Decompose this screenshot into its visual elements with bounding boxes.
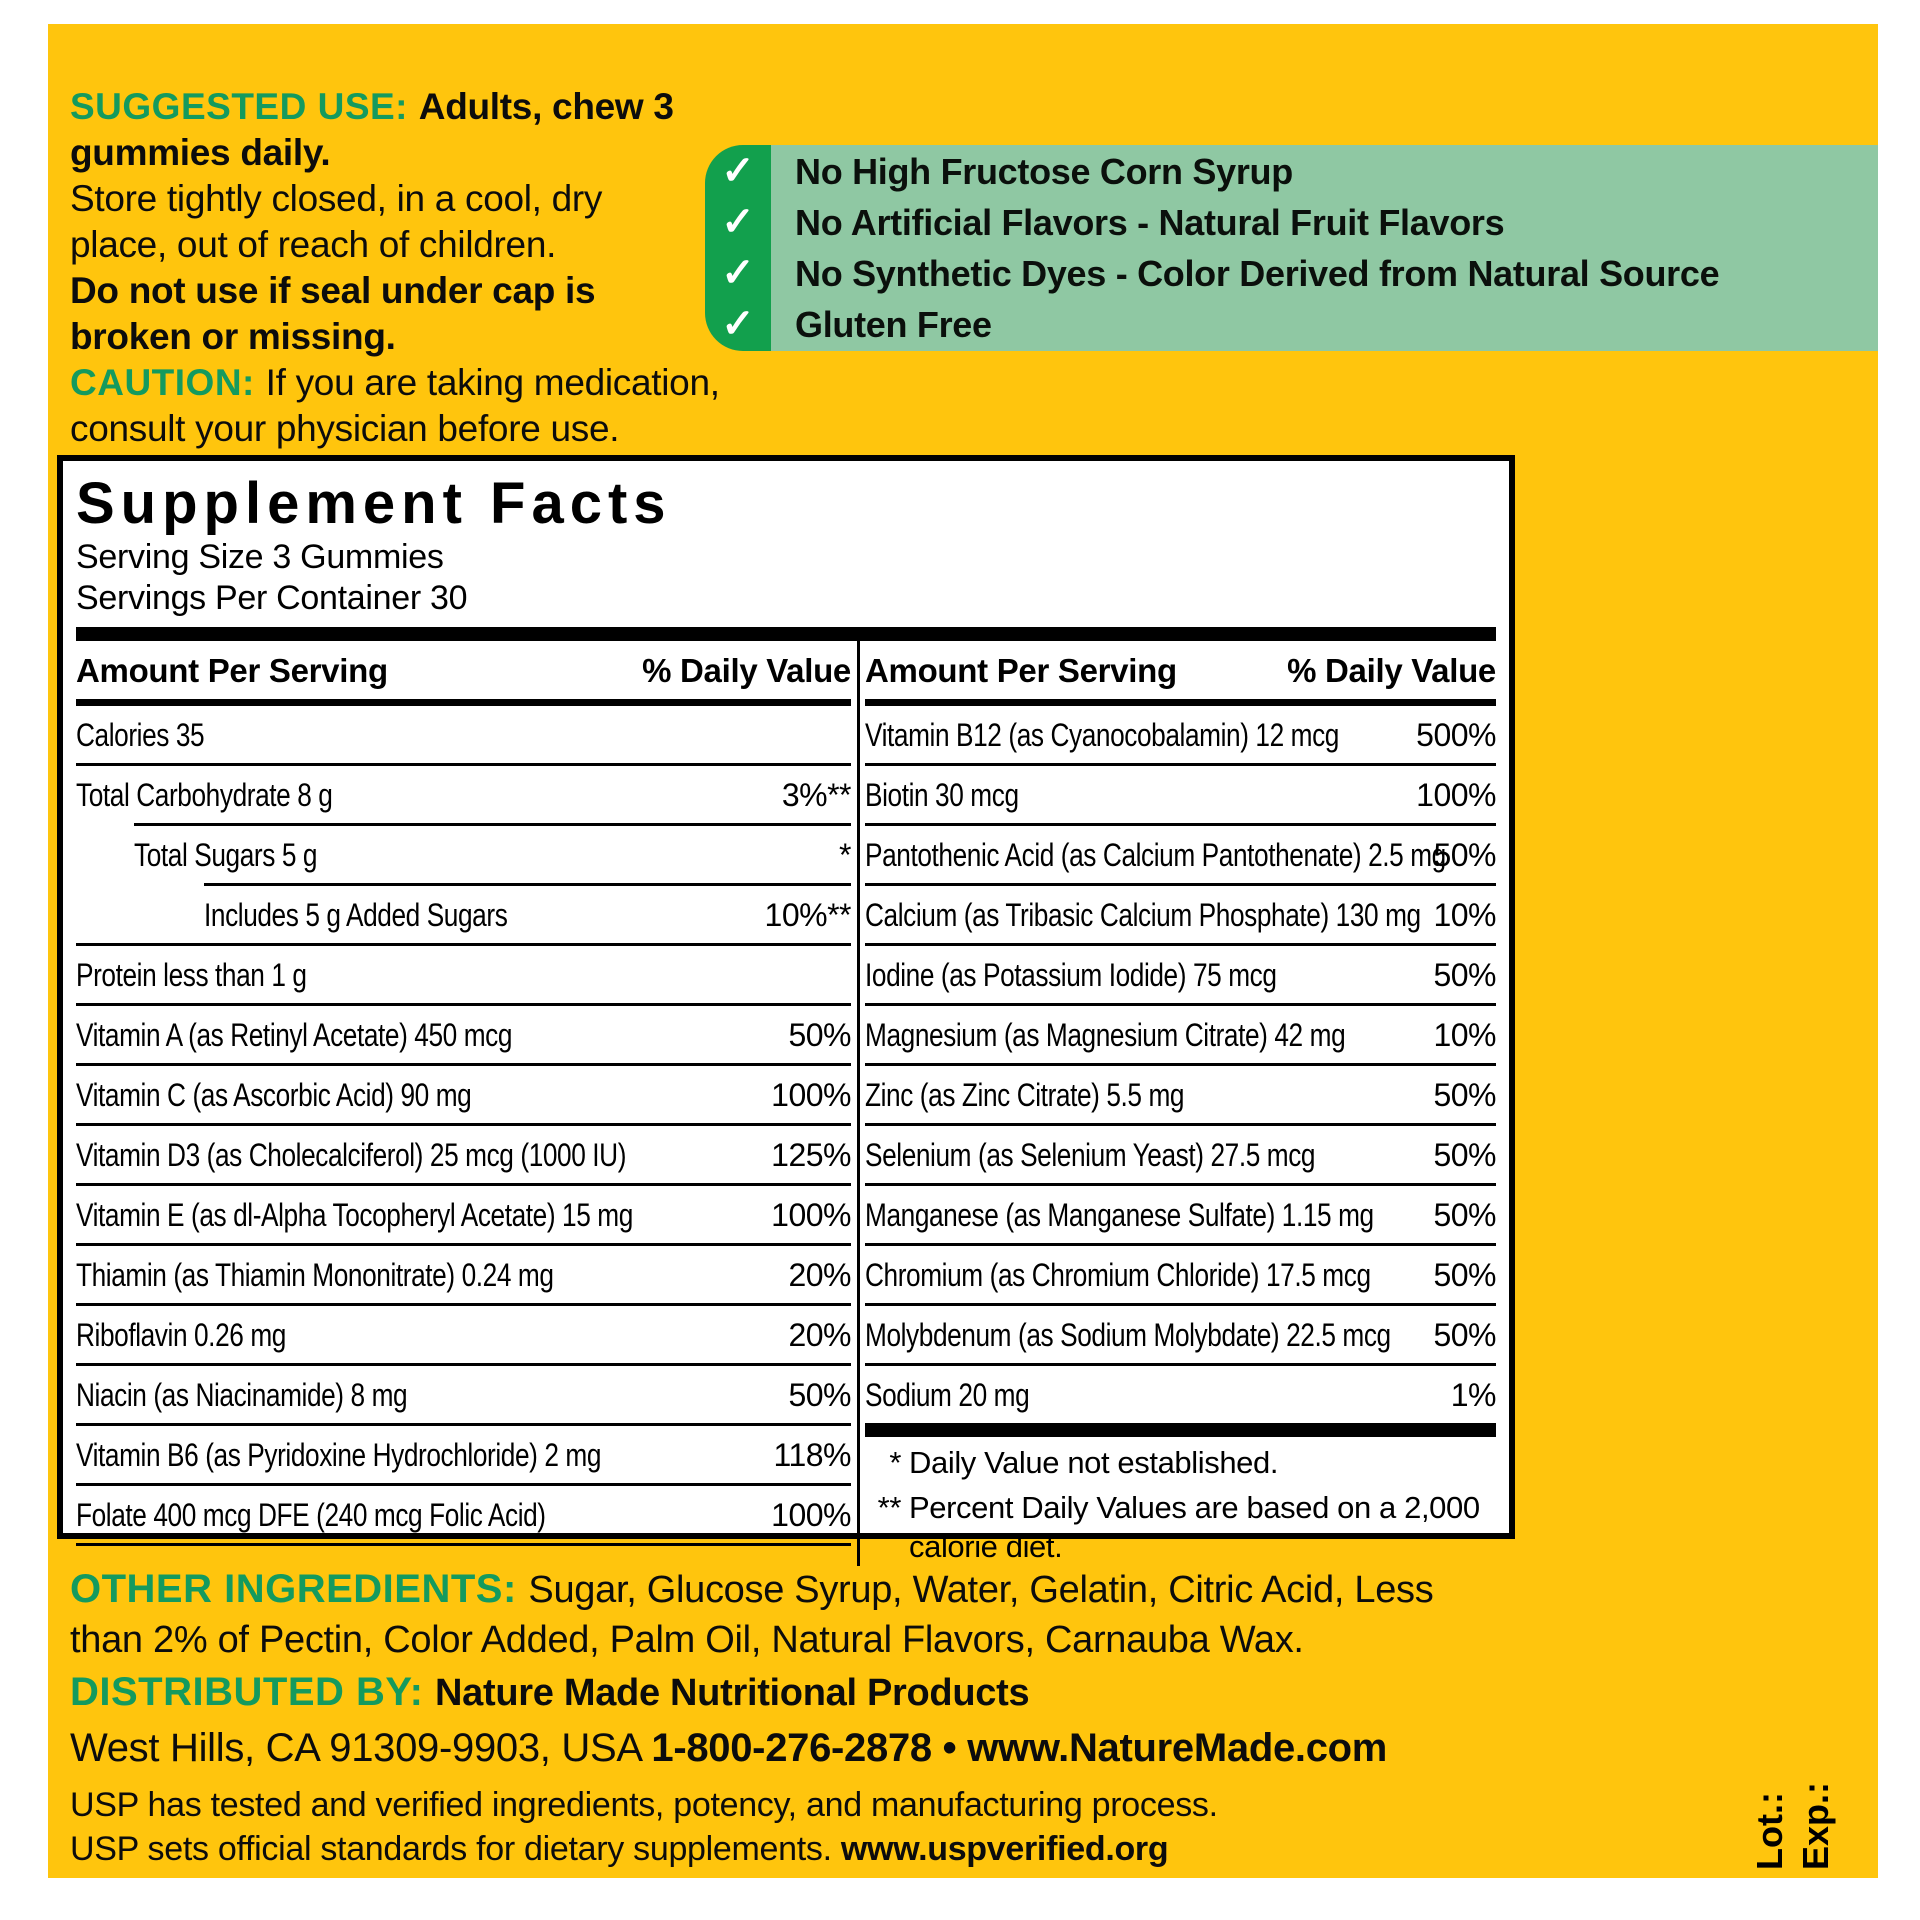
daily-value: 100% xyxy=(771,1077,851,1113)
suggested-use-intro: Adults, chew 3 gummies daily. xyxy=(70,86,674,173)
column-header xyxy=(865,641,1496,699)
daily-value: 50% xyxy=(1433,1077,1496,1113)
caution-text-1: If you are taking medication, xyxy=(265,362,720,403)
daily-value: 20% xyxy=(788,1257,851,1293)
table-row xyxy=(865,1123,1496,1183)
nutrient-label: Iodine (as Potassium Iodide) 75 mcg xyxy=(865,957,1277,993)
table-row xyxy=(865,943,1496,1003)
nutrient-label: Vitamin B12 (as Cyanocobalamin) 12 mcg xyxy=(865,717,1339,753)
other-ingredients-label: OTHER INGREDIENTS: xyxy=(70,1567,529,1611)
table-row xyxy=(76,1123,851,1183)
claim-item: No Artificial Flavors - Natural Fruit Flavors xyxy=(795,202,1505,243)
nutrient-label: Magnesium (as Magnesium Citrate) 42 mg xyxy=(865,1017,1346,1053)
nutrient-label: Folate 400 mcg DFE (240 mcg Folic Acid) xyxy=(76,1497,546,1533)
suggested-use-line xyxy=(70,84,750,176)
table-row xyxy=(76,763,851,823)
nutrition-table-right xyxy=(865,706,1496,1423)
address-line xyxy=(70,1721,1850,1775)
table-row xyxy=(865,1183,1496,1243)
table-row xyxy=(76,1063,851,1123)
usp-note-2 xyxy=(70,1827,1850,1871)
table-row xyxy=(76,1003,851,1063)
daily-value: 50% xyxy=(1433,1137,1496,1173)
daily-value: 50% xyxy=(1433,1257,1496,1293)
bullet-separator: • xyxy=(931,1726,968,1770)
nutrient-label: Sodium 20 mg xyxy=(865,1377,1030,1413)
nutrient-label: Selenium (as Selenium Yeast) 27.5 mcg xyxy=(865,1137,1316,1173)
storage-line-2: place, out of reach of children. xyxy=(70,224,557,265)
daily-value: 500% xyxy=(1416,717,1496,753)
storage-line-1: Store tightly closed, in a cool, dry xyxy=(70,178,603,219)
distributed-by xyxy=(70,1664,1850,1721)
supplement-facts-title: Supplement Facts xyxy=(76,471,672,536)
nutrient-label: Biotin 30 mcg xyxy=(865,777,1019,813)
table-row xyxy=(134,823,851,883)
servings-per-container: Servings Per Container 30 xyxy=(76,579,468,617)
suggested-use-block xyxy=(70,84,750,452)
serving-size: Serving Size 3 Gummies xyxy=(76,538,444,576)
check-icon: ✓ xyxy=(721,302,755,346)
bottom-info-block xyxy=(70,1563,1850,1871)
seal-warning-line-1: Do not use if seal under cap is xyxy=(70,270,596,311)
nutrient-label: Protein less than 1 g xyxy=(76,957,307,993)
table-row xyxy=(865,1063,1496,1123)
daily-value: 50% xyxy=(1433,957,1496,993)
daily-value: 125% xyxy=(771,1137,851,1173)
table-row xyxy=(865,1303,1496,1363)
phone-number: 1-800-276-2878 xyxy=(651,1726,932,1770)
footnote-text: Daily Value not established. xyxy=(909,1445,1279,1480)
table-row xyxy=(76,1183,851,1243)
table-row xyxy=(865,883,1496,943)
claims-list xyxy=(771,145,1878,351)
header-rule xyxy=(76,699,851,706)
other-ingredients-line-2: than 2% of Pectin, Color Added, Palm Oil, Natural Flavors, Carnauba Wax. xyxy=(70,1619,1304,1661)
daily-value: 3%** xyxy=(781,777,851,813)
nutrient-label: Pantothenic Acid (as Calcium Pantothenate) 2.5 mg xyxy=(865,837,1446,873)
usp-note-1: USP has tested and verified ingredients, potency, and manufacturing process. xyxy=(70,1786,1218,1824)
daily-value: 20% xyxy=(788,1317,851,1353)
nutrition-column-left xyxy=(76,641,851,1566)
column-divider xyxy=(857,641,860,1566)
claims-check-strip xyxy=(705,145,771,351)
daily-value: 100% xyxy=(1416,777,1496,813)
daily-value: 10% xyxy=(1433,897,1496,933)
footnote-mark: ** xyxy=(877,1490,901,1525)
daily-value: 50% xyxy=(788,1017,851,1053)
nutrient-label: Calories 35 xyxy=(76,717,205,753)
table-row xyxy=(865,763,1496,823)
footnote xyxy=(865,1488,1496,1566)
table-row xyxy=(865,1003,1496,1063)
other-ingredients xyxy=(70,1563,1850,1616)
nutrient-label: Vitamin D3 (as Cholecalciferol) 25 mcg (1000 IU) xyxy=(76,1137,627,1173)
daily-value: 10% xyxy=(1433,1017,1496,1053)
nutrient-label: Includes 5 g Added Sugars xyxy=(204,897,508,933)
claim-item: No Synthetic Dyes - Color Derived from Natural Source xyxy=(795,253,1720,294)
check-icon: ✓ xyxy=(721,251,755,295)
exp-field: Exp.: xyxy=(1795,1781,1836,1870)
caution-text-2: consult your physician before use. xyxy=(70,408,620,449)
nutrient-label: Niacin (as Niacinamide) 8 mg xyxy=(76,1377,408,1413)
footnote-text: Percent Daily Values are based on a 2,000 calorie diet. xyxy=(909,1490,1480,1564)
nutrition-column-right xyxy=(865,641,1496,1566)
daily-value: 118% xyxy=(773,1437,851,1473)
table-row xyxy=(76,1303,851,1363)
lot-exp-block xyxy=(1747,1670,1839,1870)
table-row xyxy=(865,1243,1496,1303)
nutrient-label: Thiamin (as Thiamin Mononitrate) 0.24 mg xyxy=(76,1257,554,1293)
footnote-mark: * xyxy=(889,1445,901,1480)
claim-item: Gluten Free xyxy=(795,304,992,345)
check-icon: ✓ xyxy=(721,149,755,193)
table-row xyxy=(76,1363,851,1423)
caution-line xyxy=(70,360,750,406)
label-card xyxy=(48,24,1878,1878)
table-row xyxy=(76,1243,851,1303)
distributed-by-label: DISTRIBUTED BY: xyxy=(70,1670,436,1714)
nutrient-label: Manganese (as Manganese Sulfate) 1.15 mg xyxy=(865,1197,1374,1233)
usp-website-url: www.uspverified.org xyxy=(840,1830,1169,1868)
supplement-facts-panel xyxy=(57,455,1515,1564)
other-ingredients-line-1: Sugar, Glucose Syrup, Water, Gelatin, Citric Acid, Less xyxy=(528,1569,1434,1611)
table-row xyxy=(76,1483,851,1543)
caution-label: CAUTION: xyxy=(70,362,266,403)
daily-value-header: % Daily Value xyxy=(1287,652,1496,689)
daily-value: * xyxy=(839,837,851,873)
suggested-use-label: SUGGESTED USE: xyxy=(70,86,419,127)
nutrient-label: Total Sugars 5 g xyxy=(134,837,318,873)
daily-value: 50% xyxy=(1433,837,1496,873)
amount-per-serving-header: Amount Per Serving xyxy=(865,652,1177,689)
claims-panel xyxy=(705,145,1878,351)
table-row xyxy=(76,1423,851,1483)
daily-value: 1% xyxy=(1450,1377,1496,1413)
nutrient-label: Total Carbohydrate 8 g xyxy=(76,777,333,813)
nutrient-label: Vitamin E (as dl-Alpha Tocopheryl Acetate) 15 mg xyxy=(76,1197,633,1233)
daily-value: 50% xyxy=(1433,1197,1496,1233)
table-row xyxy=(204,883,851,943)
table-row xyxy=(865,823,1496,883)
nutrient-label: Molybdenum (as Sodium Molybdate) 22.5 mcg xyxy=(865,1317,1391,1353)
company-address: West Hills, CA 91309-9903, USA xyxy=(70,1726,652,1770)
nutrition-columns xyxy=(76,641,1496,1566)
table-row xyxy=(76,706,851,763)
nutrient-label: Calcium (as Tribasic Calcium Phosphate) 130 mg xyxy=(865,897,1421,933)
nutrient-label: Zinc (as Zinc Citrate) 5.5 mg xyxy=(865,1077,1185,1113)
nutrition-table-left xyxy=(76,706,851,1546)
header-rule xyxy=(865,699,1496,706)
daily-value: 50% xyxy=(788,1377,851,1413)
lot-field: Lot.: xyxy=(1749,1792,1790,1870)
amount-per-serving-header: Amount Per Serving xyxy=(76,652,388,689)
footnote xyxy=(865,1443,1496,1482)
nutrient-label: Vitamin A (as Retinyl Acetate) 450 mcg xyxy=(76,1017,513,1053)
daily-value: 100% xyxy=(771,1497,851,1533)
table-row xyxy=(76,943,851,1003)
company-name: Nature Made Nutritional Products xyxy=(435,1672,1030,1714)
seal-warning-line-2: broken or missing. xyxy=(70,316,396,357)
website-url: www.NatureMade.com xyxy=(967,1726,1388,1770)
nutrient-label: Vitamin B6 (as Pyridoxine Hydrochloride) 2 mg xyxy=(76,1437,602,1473)
nutrient-label: Riboflavin 0.26 mg xyxy=(76,1317,286,1353)
usp-note-2-text: USP sets official standards for dietary supplements. xyxy=(70,1830,841,1868)
nutrient-label: Vitamin C (as Ascorbic Acid) 90 mg xyxy=(76,1077,472,1113)
divider-bar xyxy=(76,627,1496,641)
table-row xyxy=(865,1363,1496,1423)
daily-value: 50% xyxy=(1433,1317,1496,1353)
divider-bar xyxy=(865,1423,1496,1437)
column-header xyxy=(76,641,851,699)
nutrient-label: Chromium (as Chromium Chloride) 17.5 mcg xyxy=(865,1257,1371,1293)
daily-value: 100% xyxy=(771,1197,851,1233)
daily-value: 10%** xyxy=(764,897,851,933)
daily-value-header: % Daily Value xyxy=(642,652,851,689)
check-icon: ✓ xyxy=(721,200,755,244)
claim-item: No High Fructose Corn Syrup xyxy=(795,151,1293,192)
table-row xyxy=(865,706,1496,763)
